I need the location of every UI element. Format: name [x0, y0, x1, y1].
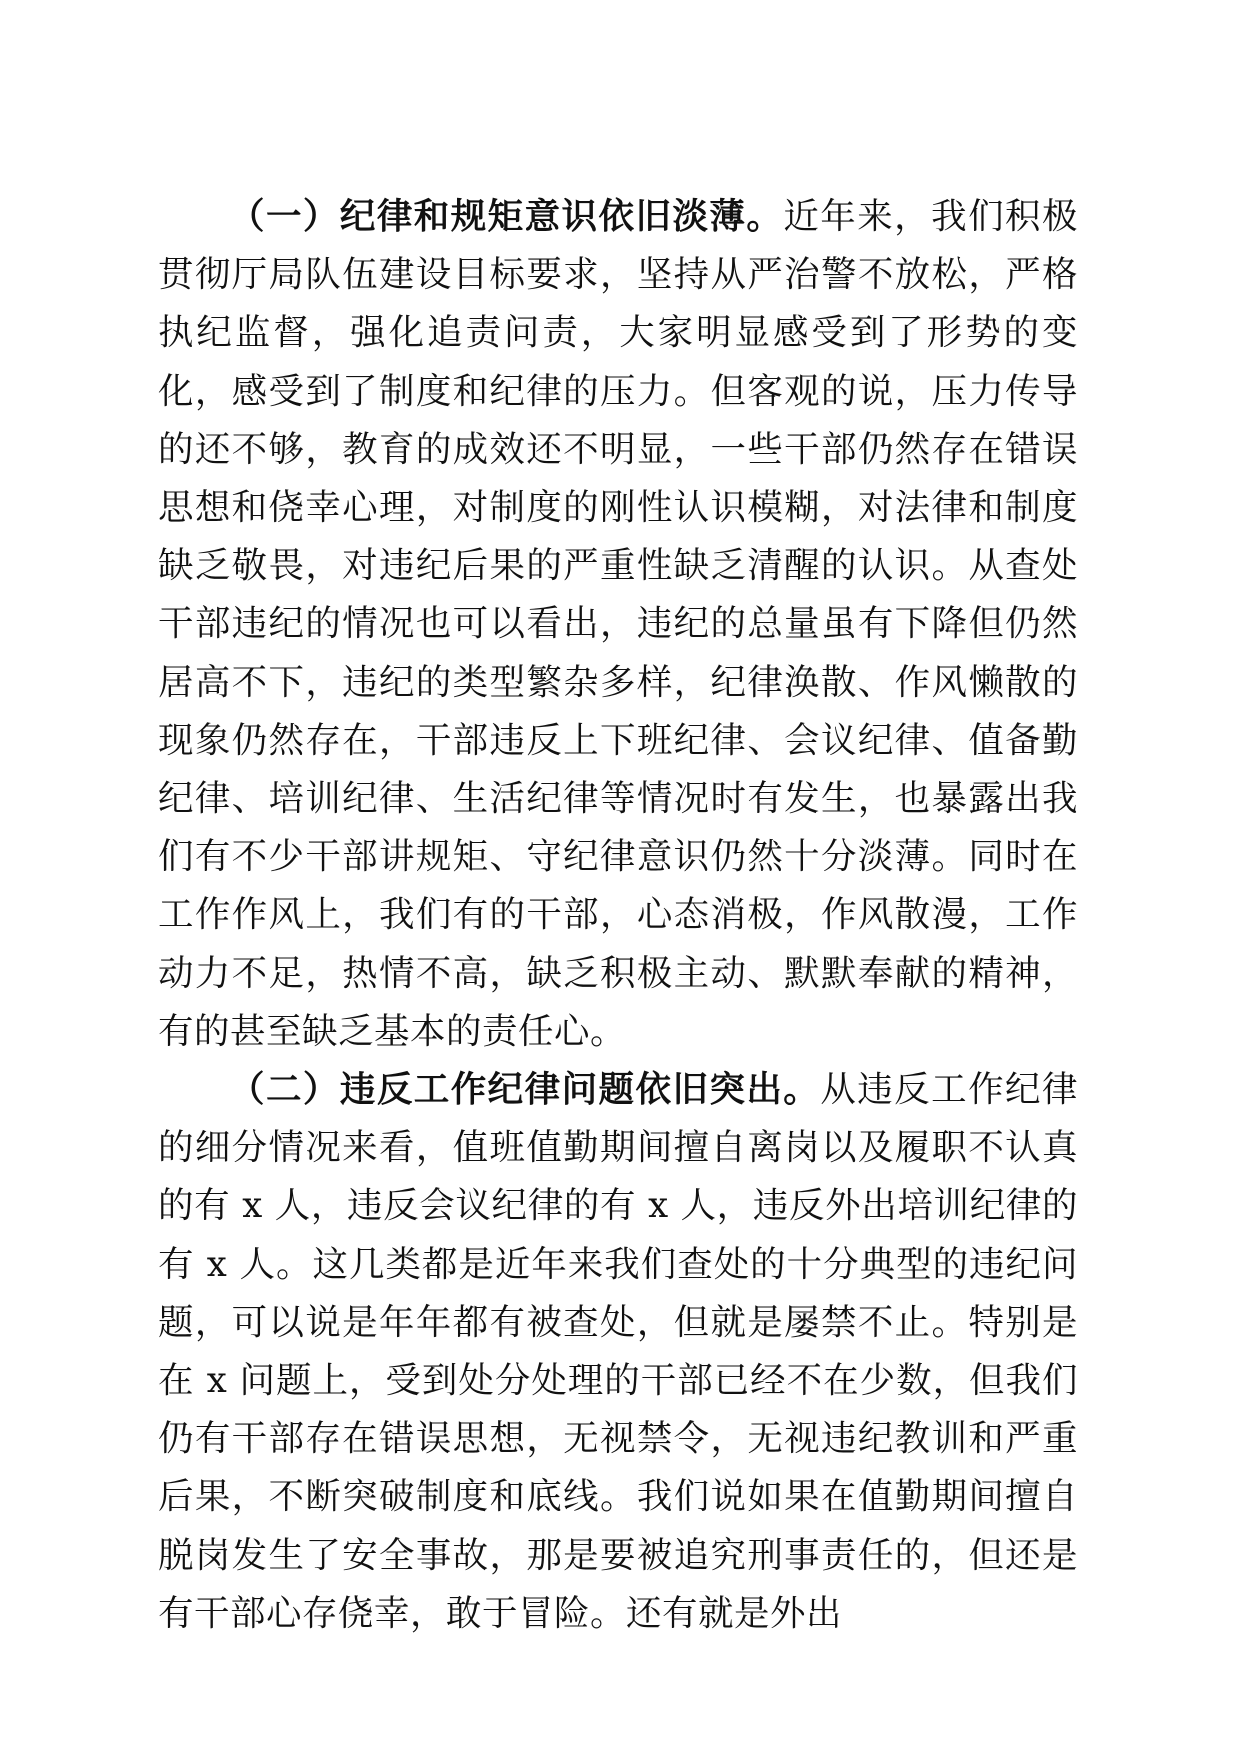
paragraph-text: 近年来，我们积极贯彻厅局队伍建设目标要求，坚持从严治警不放松，严格执纪监督，强化追责问责，大家明显感受到了形势的变化，感受到了制度和纪律的压力。但客观的说，压力传导的还不够，教育的成效还不明显，一些干部仍然存在错误思想和侥幸心理，对制度的刚性认识模糊，对法律和制度缺乏敬畏，对违纪后果的严重性缺乏清醒的认识。从查处干部违纪的情况也可以看出，违纪的总量虽有下降但仍然居高不下，违纪的类型繁杂多样，纪律涣散、作风懒散的现象仍然存在，干部违反上下班纪律、会议纪律、值备勤纪律、培训纪律、生活纪律等情况时有发生，也暴露出我们有不少干部讲规矩、守纪律意识仍然十分淡薄。同时在工作作风上，我们有的干部，心态消极，作风散漫，工作动力不足，热情不高，缺乏积极主动、默默奉献的精神，有的甚至缺乏基本的责任心。 — [158, 196, 1078, 1052]
paragraph-heading: （一）纪律和规矩意识依旧淡薄。 — [229, 196, 784, 237]
document-body — [158, 188, 1078, 1643]
paragraph-work-discipline — [158, 1061, 1078, 1643]
paragraph-text: 从违反工作纪律的细分情况来看，值班值勤期间擅自离岗以及履职不认真的有 x 人，违反会议纪律的有 x 人，违反外出培训纪律的有 x 人。这几类都是近年来我们查处的十分典型的违纪问题，可以说是年年都有被查处，但就是屡禁不止。特别是在 x 问题上，受到处分处理的干部已经不在少数，但我们仍有干部存在错误思想，无视禁令，无视违纪教训和严重后果，不断突破制度和底线。我们说如果在值勤期间擅自脱岗发生了安全事故，那是要被追究刑事责任的，但还是有干部心存侥幸，敢于冒险。还有就是外出 — [158, 1069, 1078, 1634]
paragraph-heading: （二）违反工作纪律问题依旧突出。 — [229, 1069, 821, 1111]
paragraph-discipline-awareness — [158, 188, 1078, 1061]
